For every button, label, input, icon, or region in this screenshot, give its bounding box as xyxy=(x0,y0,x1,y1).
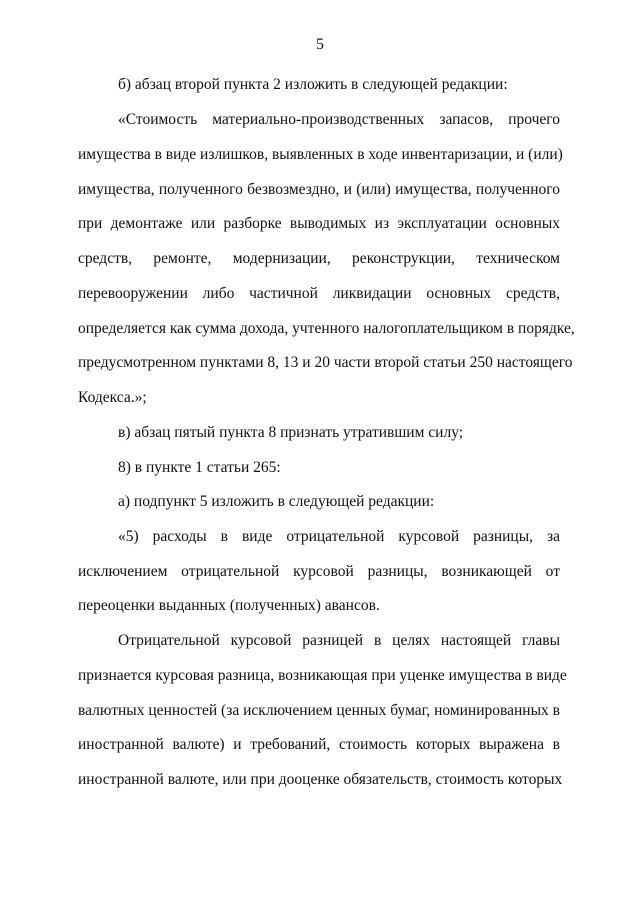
paragraph-line: а) подпункт 5 изложить в следующей редакции: xyxy=(118,493,435,510)
paragraph-line: перевооружении либо частичной ликвидации основных средств, xyxy=(78,285,560,302)
paragraph-line: иностранной валюте) и требований, стоимость которых выражена в xyxy=(78,736,560,753)
paragraph-line: валютных ценностей (за исключением ценных бумаг, номинированных в xyxy=(78,702,560,719)
paragraph-line: исключением отрицательной курсовой разницы, возникающей от xyxy=(78,563,560,580)
paragraph-line: Отрицательной курсовой разницей в целях настоящей главы xyxy=(118,632,560,649)
paragraph-line: определяется как сумма дохода, учтенного налогоплательщиком в порядке, xyxy=(78,320,575,337)
paragraph-line: предусмотренном пунктами 8, 13 и 20 части второй статьи 250 настоящего xyxy=(78,354,573,371)
paragraph-line: в) абзац пятый пункта 8 признать утратившим силу; xyxy=(118,424,464,441)
paragraph-line: Кодекса.»; xyxy=(78,389,147,406)
paragraph-line: переоценки выданных (полученных) авансов. xyxy=(78,597,380,614)
page-number: 5 xyxy=(316,36,324,53)
paragraph-line: «5) расходы в виде отрицательной курсовой разницы, за xyxy=(118,528,560,545)
paragraph-line: 8) в пункте 1 статьи 265: xyxy=(118,459,281,476)
paragraph-line: «Стоимость материально-производственных запасов, прочего xyxy=(118,111,560,128)
paragraph-line: признается курсовая разница, возникающая при уценке имущества в виде xyxy=(78,667,567,684)
paragraph-line: имущества в виде излишков, выявленных в ходе инвентаризации, и (или) xyxy=(78,146,563,163)
paragraph-line: иностранной валюте, или при дооценке обязательств, стоимость которых xyxy=(78,771,563,788)
paragraph-line: б) абзац второй пункта 2 изложить в следующей редакции: xyxy=(118,76,508,93)
paragraph-line: имущества, полученного безвозмездно, и (или) имущества, полученного xyxy=(78,181,560,198)
paragraph-line: при демонтаже или разборке выводимых из эксплуатации основных xyxy=(78,215,560,232)
paragraph-line: средств, ремонте, модернизации, реконструкции, техническом xyxy=(78,250,560,267)
